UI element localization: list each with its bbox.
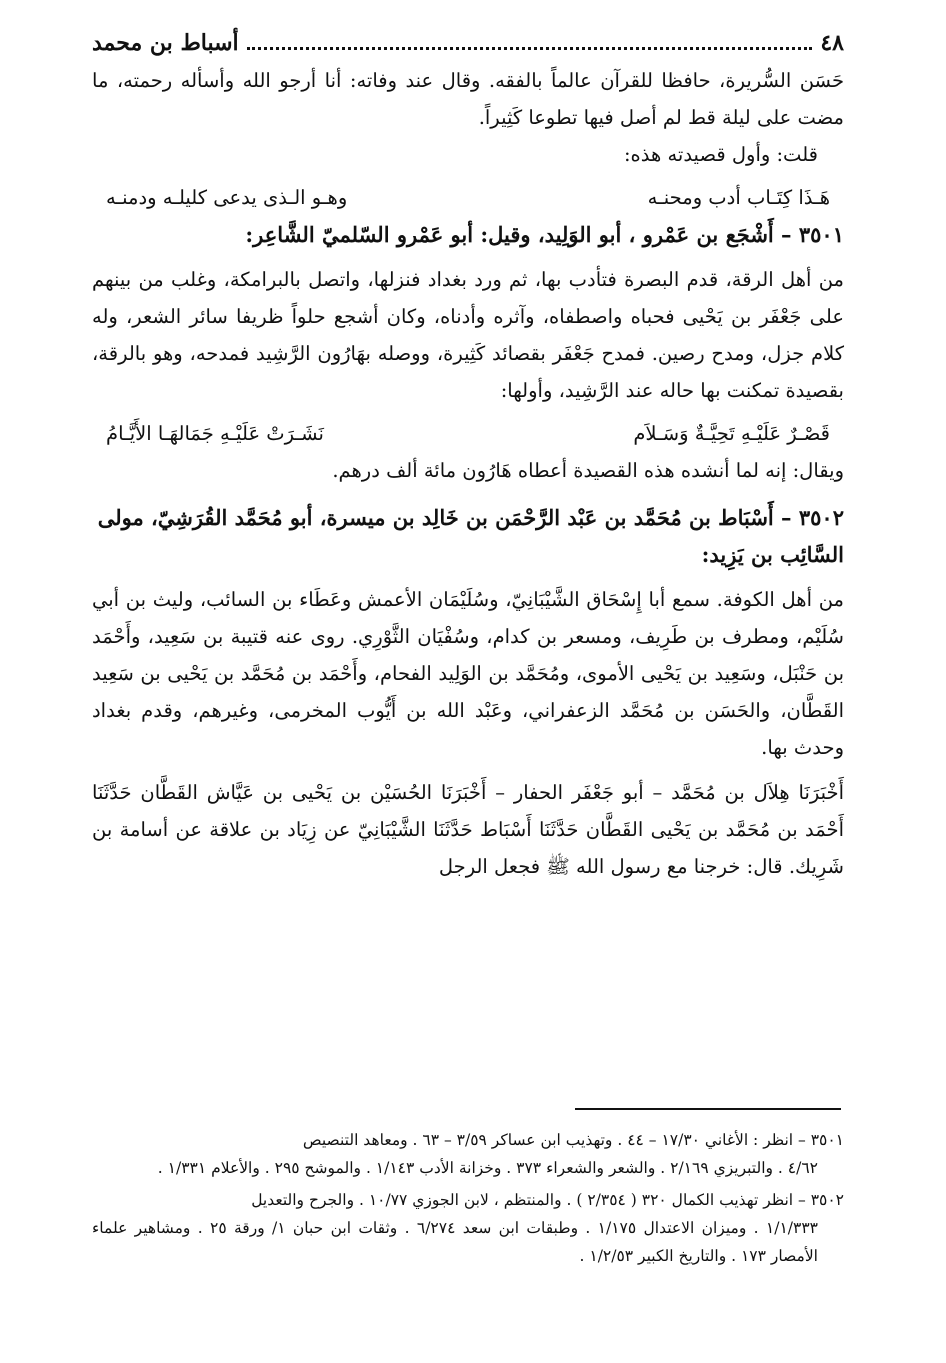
footnote-separator <box>575 1108 841 1110</box>
page-number: ٤٨ <box>820 30 844 56</box>
paragraph-5: من أهل الكوفة. سمع أبا إِسْحَاق الشَّيْبَانِيّ، وسُلَيْمَان الأعمش وعَطَاء بن السائب، وليث بن أبي سُلَيْم، ومطرف بن طَرِيف، ومسعر بن كدام، وسُفْيَان الثَّوْرِي. روى عنه قتيبة بن سَعِيد، وأَحْمَد بن حَنْبَل، وسَعِيد بن يَحْيى الأموى، ومُحَمَّد بن الوَلِيد الفحام، وأَحْمَد بن مُحَمَّد بن يَحْيى بن سَعِيد القَطَّان، والحَسَن بن مُحَمَّد الزعفراني، وعَبْد الله بن أَيُّوب المخرمى، وغيرهم، وقدم بغداد وحدث بها. <box>92 588 844 759</box>
paragraph-3: من أهل الرقة، قدم البصرة فتأدب بها، ثم ورد بغداد فنزلها، واتصل بالبرامكة، وغلب من بينهم على جَعْفَر بن يَحْيى فحباه واصطفاه، وآثره وأدناه، وكان أشجع حلواً ظريفا سائر الشعر، وله كلام جزل، ومدح رصين. فمدح جَعْفَر بقصائد كَثِيرة، ووصله بهَارُون الرَّشِيد فمدحه، وهو بالرقة، بقصيدة تمكنت بها حاله عند الرَّشِيد، وأولها: <box>92 268 844 402</box>
paragraph-6: أَخْبَرَنَا هِلاَل بن مُحَمَّد – أبو جَعْفَر الحفار – أَخْبَرَنَا الحُسَيْن بن يَحْيى بن عَيَّاش القَطَّان حَدَّثَنَا أَحْمَد بن مُحَمَّد بن يَحْيى القَطَّان حَدَّثَنَا أَسْبَاط حَدَّثَنَا الشَّيْبَانِيّ عن زِيَاد بن علاقة عن أسامة بن شَرِيك. قال: خرجنا مع رسول الله ﷺ فجعل الرجل <box>92 781 844 878</box>
verse-2 <box>92 415 844 452</box>
footnote-3502-line-1: ٣٥٠٢ – انظر تهذيب الكمال ٣٢٠ ( ٢/٣٥٤ ) . والمنتظم ، لابن الجوزي ١٠/٧٧ . والجرح والتعديل <box>251 1191 844 1209</box>
verse-1 <box>92 179 844 216</box>
running-header <box>92 28 844 62</box>
verse-2-second-hemistich: نَشَـرَتْ عَلَيْـهِ جَمَالهَـا الأَيَّـامُ <box>106 422 324 445</box>
footnote-3501 <box>92 1126 844 1182</box>
page-body <box>92 28 844 885</box>
verse-1-second-hemistich: وهـو الـذى يدعى كليلـه ودمنـه <box>106 186 348 209</box>
paragraph-1: حَسَن السُّريرة، حافظا للقرآن عالماً بالفقه. وقال عند وفاته: أنا أرجو الله وأسأله رحمته، ما مضت على ليلة قط لم أصل فيها تطوعا كَثِيراً. <box>92 69 844 129</box>
paragraph-2: قلت: وأول قصيدته هذه: <box>623 143 818 166</box>
paragraph-4: ويقال: إنه لما أنشده هذه القصيدة أعطاه هَارُون مائة ألف درهم. <box>332 459 844 482</box>
header-dotted-leader <box>247 47 813 50</box>
verse-1-first-hemistich: هَـذَا كِتَـاب أدب ومحنـه <box>647 186 830 209</box>
footnote-3501-continuation: ٤/٦٢ . والتبريزي ٢/١٦٩ . والشعر والشعراء ٣٧٣ . وخزانة الأدب ١/١٤٣ . والموشح ٢٩٥ . والأعلام ١/٣٣١ . <box>157 1159 818 1177</box>
footnote-3501-line-1: ٣٥٠١ – انظر : الأغاني ١٧/٣٠ – ٤٤ . وتهذيب ابن عساكر ٣/٥٩ – ٦٣ . ومعاهد التنصيص <box>302 1131 844 1149</box>
footnote-3502-continuation: ١/١/٣٣٣ . وميزان الاعتدال ١/١٧٥ . وطبقات ابن سعد ٦/٢٧٤ . وثقات ابن حبان ١/ ورقة ٢٥ . ومشاهير علماء الأمصار ١٧٣ . والتاريخ الكبير ١/٢/٥٣ . <box>92 1219 818 1265</box>
footnotes <box>92 1126 844 1274</box>
verse-2-first-hemistich: قَصْـرٌ عَلَيْـهِ تَحِيَّـةٌ وَسَـلاَم <box>633 422 830 445</box>
footnote-3502 <box>92 1186 844 1270</box>
running-title: أسباط بن محمد <box>92 30 239 56</box>
entry-3501-heading: ٣٥٠١ – أَشْجَع بن عَمْرو ، أبو الوَلِيد، وقيل: أبو عَمْرو السّلميّ الشَّاعِر: <box>245 222 844 247</box>
entry-3502-heading: ٣٥٠٢ – أَسْبَاط بن مُحَمَّد بن عَبْد الرَّحْمَن بن خَالِد بن ميسرة، أبو مُحَمَّد القُرَشِيّ، مولى السَّائِب بن يَزِيد: <box>97 505 844 567</box>
